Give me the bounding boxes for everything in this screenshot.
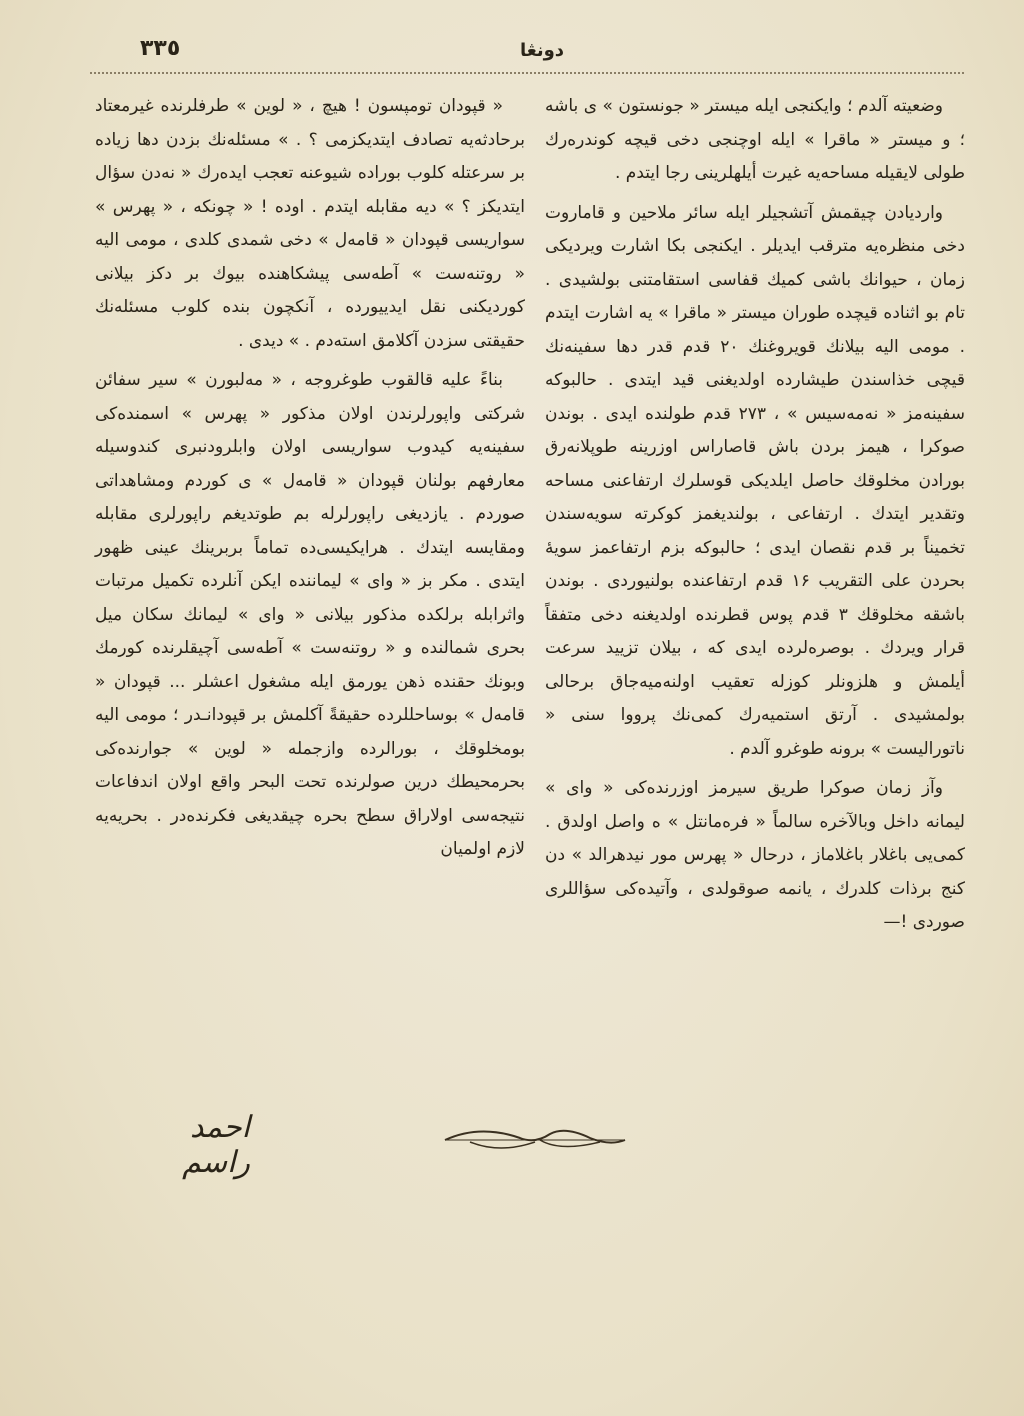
- paragraph: بناءً علیه قالقوب طوغروجه ، « مه‌لبورن » سیر سفائن شرکتی واپورلرندن اولان مذکور « پهرس » اسمنده‌کی سفینه‌یه کیدوب سواریسی اولان وابلرودنبری کندوسیله معارفهم بولنان قپودان « قامه‌ل » ی کوردم ومشاهداتی صوردم . یازدیغی راپورلرله بم طوتدیغم راپورلری مقابله ومقایسه ایتدك . هرایکیسی‌ده تماماً بربرینك عینی ظهور ایتدی . مکر بز « وای » لیماننده ایکن آنلرده تکمیل مرتبات واثرابله برلکده مذکور بیلانی « وای » لیمانك سکان میل بحری شمالنده و « روتنه‌ست » آطه‌سی آچیقلرنده کورمك وبونك حقنده ذهن یورمق ایله مشغول اعشلر ... قپودان « قامه‌ل » بوساحللرده حقیقةً آکلمش بر قپودانـدر ؛ مومی الیه بومخلوقك ، بورالرده وازجمله « لوین » جوارنده‌کی بحرمحیطك درین صولرنده تحت البحر واقع اولان اندفاعات نتیجه‌سی اولاراق سطح بحره چیقدیغی فکرنده‌در . بحریه‌یه لازم اولمیان: [95, 370, 525, 859]
- left-column: [95, 90, 525, 873]
- page-header: [120, 30, 964, 70]
- author-signature: احمد راسم: [182, 1110, 250, 1180]
- page-number: ٣٣٥: [140, 36, 181, 61]
- header-rule: [90, 72, 964, 74]
- flourish-ornament: [440, 1120, 630, 1160]
- running-title: دونڠا: [519, 40, 565, 61]
- paragraph: وآز زمان صوکرا طریق سیرمز اوزرنده‌کی « وای » لیمانه داخل وبالآخره سالماً « فره‌مانتل » ه واصل اولدق . کمی‌یی باغلار باغلاماز ، درحال « پهرس مور نیدهرالد » دن کنج برذات کلدرك ، یانمه صوقولدی ، وآتیده‌کی سؤاللری صوردی !—: [545, 778, 965, 932]
- paragraph: وضعیته آلدم ؛ وایکنجی ایله میستر « جونستون » ی باشه ؛ و میستر « ماقرا » ایله اوچنجی دخی قیچه کوندره‌رك طولی لایقیله مساحه‌یه غیرت أیلهلرینی رجا ایتدم .: [545, 96, 965, 183]
- paragraph: واردیادن چیقمش آتشجیلر ایله سائر ملاحین و قاماروت دخی منظره‌یه مترقب ایدیلر . ایکنجی بکا اشارت ویردیکی زمان ، حیوانك باشی کمیك قفاسی استقامتنی بولشیدی . تام بو اثناده قیچده طوران میستر « ماقرا » یه اشارت ایتدم . مومی الیه بیلانك قویروغنك ۲۰ قدم قدر دها سفینه‌نك قیچی خذاسندن طیشارده اولدیغنی قید ایتدی . حالبوکه سفینه‌مز « نه‌مه‌سیس » ، ۲۷۳ قدم طولنده ایدی . بوندن صوکرا ، هیمز بردن باش قاصاراس اوزرینه طوپلانه‌رق بورادن مخلوقك حاصل ایلدیکی قوسلرك ارتفاعنی مساحه وتقدیر ایتدك . ارتفاعی ، بولندیغمز کوکرته سویه‌سندن تخمیناً بر قدم نقصان ایدی ؛ حالبوکه بزم ارتفاعمز سویهٔ بحردن علی التقریب ۱۶ قدم ارتفاعنده بولنیوردی . بوندن باشقه مخلوقك ۳ قدم پوس قطرنده اولدیغنه دخی متفقاً قرار ویردك . بوصره‌لرده ایدی که ، بیلان تزیید سرعت أیلمش و هلزونلر کوزله تعقیب اولنه‌میه‌جاق برحالی بولمشیدی . آرتق استمیه‌رك کمی‌نك پرووا سنی « ناتورالیست » برونه طوغرو آلدم .: [545, 202, 965, 759]
- right-column: [545, 90, 965, 946]
- paragraph: « قپودان تومپسون ! هیچ ، « لوین » طرفلرنده غیرمعتاد برحادثه‌یه تصادف ایتدیکزمی ؟ . » مسئله‌نك بزدن دها زیاده بر سرعتله کلوب بوراده شیوعنه تعجب ایده‌رك « نه‌دن سؤال ایتدیکز ؟ » دیه مقابله ایتدم . اوده ! « چونکه ، « پهرس » سواریسی قپودان « قامه‌ل » دخی شمدی کلدی ، مومی الیه « روتنه‌ست » آطه‌سی پیشکاهنده بیوك بر دکز بیلانی کوردیکنی نقل ایدییورده ، آنکچون بنده کلوب مسئله‌نك حقیقتی سزدن آکلامق استه‌دم . » دیدی .: [95, 96, 525, 351]
